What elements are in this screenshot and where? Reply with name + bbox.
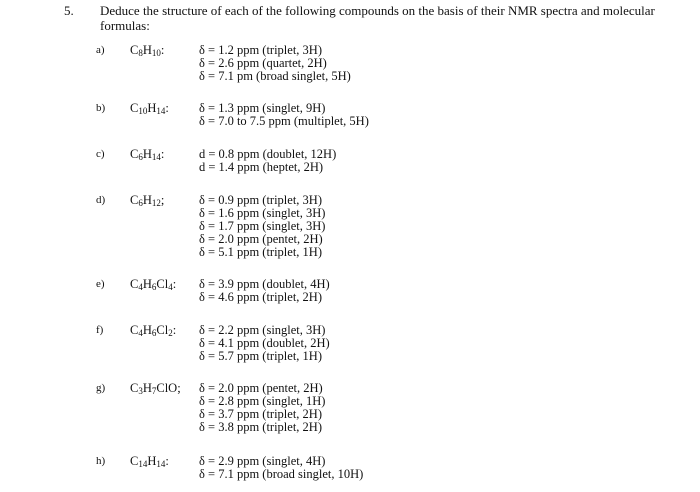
- formula-subscript: 6: [138, 198, 143, 208]
- molecular-formula: [130, 455, 169, 468]
- nmr-signal-line: δ = 1.7 ppm (singlet, 3H): [199, 219, 326, 233]
- part-letter: g): [96, 382, 106, 394]
- molecular-formula: [130, 194, 164, 207]
- molecular-formula: [130, 102, 169, 115]
- formula-element: Cl: [156, 323, 169, 337]
- molecular-formula: [130, 148, 164, 161]
- formula-element: H: [142, 277, 152, 291]
- formula-subscript: 4: [138, 282, 143, 292]
- molecular-formula: [130, 324, 176, 337]
- prompt-line-2: formulas:: [100, 18, 150, 33]
- formula-element: H: [147, 101, 157, 115]
- formula-punctuation: :: [160, 147, 165, 161]
- nmr-signal-line: δ = 2.0 ppm (pentet, 2H): [199, 232, 323, 246]
- formula-subscript: 10: [151, 48, 161, 58]
- nmr-signal-line: δ = 7.1 ppm (broad singlet, 10H): [199, 467, 364, 481]
- part-letter: d): [96, 194, 106, 206]
- nmr-data: [199, 44, 351, 83]
- nmr-signal-line: δ = 3.8 ppm (triplet, 2H): [199, 420, 322, 434]
- nmr-signal-line: δ = 3.7 ppm (triplet, 2H): [199, 407, 322, 421]
- nmr-data: [199, 194, 325, 259]
- nmr-signal-line: δ = 7.0 to 7.5 ppm (multiplet, 5H): [199, 114, 369, 128]
- nmr-data: [199, 278, 330, 304]
- formula-subscript: 6: [138, 152, 143, 162]
- formula-subscript: 4: [138, 328, 143, 338]
- nmr-signal-line: δ = 5.1 ppm (triplet, 1H): [199, 245, 322, 259]
- nmr-signal-line: δ = 4.1 ppm (doublet, 2H): [199, 336, 330, 350]
- formula-subscript: 4: [168, 282, 173, 292]
- molecular-formula: [130, 278, 176, 291]
- nmr-data: [199, 148, 336, 174]
- nmr-data: [199, 455, 363, 481]
- nmr-signal-line: d = 1.4 ppm (heptet, 2H): [199, 160, 324, 174]
- formula-element: C: [130, 101, 139, 115]
- formula-element: C: [130, 277, 139, 291]
- formula-element: C: [130, 43, 139, 57]
- formula-element: Cl: [156, 277, 169, 291]
- formula-element: ClO: [156, 381, 178, 395]
- formula-element: H: [142, 43, 152, 57]
- nmr-data: [199, 102, 369, 128]
- formula-element: C: [130, 147, 139, 161]
- question-prompt: [100, 3, 660, 33]
- formula-punctuation: :: [160, 43, 165, 57]
- nmr-signal-line: δ = 2.8 ppm (singlet, 1H): [199, 394, 326, 408]
- formula-element: C: [130, 193, 139, 207]
- nmr-signal-line: d = 0.8 ppm (doublet, 12H): [199, 147, 337, 161]
- nmr-signal-line: δ = 1.6 ppm (singlet, 3H): [199, 206, 326, 220]
- formula-element: C: [130, 381, 139, 395]
- part-letter: f): [96, 324, 104, 336]
- formula-subscript: 6: [151, 328, 157, 338]
- nmr-signal-line: δ = 1.3 ppm (singlet, 9H): [199, 101, 326, 115]
- prompt-line-1: Deduce the structure of each of the following compounds on the basis of their NMR spectra and molecular: [100, 3, 655, 18]
- nmr-data: [199, 382, 325, 434]
- formula-subscript: 14: [151, 152, 161, 162]
- formula-subscript: 2: [168, 328, 173, 338]
- nmr-signal-line: δ = 2.6 ppm (quartet, 2H): [199, 56, 327, 70]
- formula-punctuation: :: [165, 454, 169, 468]
- formula-subscript: 14: [138, 459, 148, 469]
- formula-subscript: 8: [138, 48, 143, 58]
- nmr-signal-line: δ = 3.9 ppm (doublet, 4H): [199, 277, 330, 291]
- formula-element: H: [142, 147, 152, 161]
- formula-punctuation: ;: [160, 193, 165, 207]
- question-number: 5.: [64, 3, 74, 18]
- formula-subscript: 12: [151, 198, 161, 208]
- formula-punctuation: :: [165, 101, 169, 115]
- nmr-signal-line: δ = 0.9 ppm (triplet, 3H): [199, 193, 322, 207]
- formula-element: H: [142, 381, 152, 395]
- molecular-formula: [130, 44, 164, 57]
- nmr-signal-line: δ = 1.2 ppm (triplet, 3H): [199, 43, 322, 57]
- formula-subscript: 14: [156, 106, 166, 116]
- nmr-signal-line: δ = 2.9 ppm (singlet, 4H): [199, 454, 326, 468]
- part-letter: c): [96, 148, 105, 160]
- nmr-data: [199, 324, 330, 363]
- formula-subscript: 14: [156, 459, 166, 469]
- formula-subscript: 7: [151, 386, 157, 396]
- nmr-signal-line: δ = 5.7 ppm (triplet, 1H): [199, 349, 322, 363]
- formula-punctuation: :: [172, 323, 177, 337]
- formula-punctuation: :: [172, 277, 177, 291]
- nmr-signal-line: δ = 2.0 ppm (pentet, 2H): [199, 381, 323, 395]
- formula-subscript: 6: [151, 282, 157, 292]
- molecular-formula: [130, 382, 181, 395]
- part-letter: b): [96, 102, 106, 114]
- formula-subscript: 10: [138, 106, 148, 116]
- part-letter: e): [96, 278, 105, 290]
- formula-subscript: 3: [138, 386, 143, 396]
- part-letter: h): [96, 455, 106, 467]
- nmr-signal-line: δ = 2.2 ppm (singlet, 3H): [199, 323, 326, 337]
- formula-element: H: [142, 323, 152, 337]
- formula-punctuation: ;: [177, 381, 181, 395]
- formula-element: C: [130, 454, 139, 468]
- nmr-signal-line: δ = 4.6 ppm (triplet, 2H): [199, 290, 322, 304]
- formula-element: H: [147, 454, 157, 468]
- formula-element: C: [130, 323, 139, 337]
- nmr-signal-line: δ = 7.1 pm (broad singlet, 5H): [199, 69, 351, 83]
- formula-element: H: [142, 193, 152, 207]
- part-letter: a): [96, 44, 105, 56]
